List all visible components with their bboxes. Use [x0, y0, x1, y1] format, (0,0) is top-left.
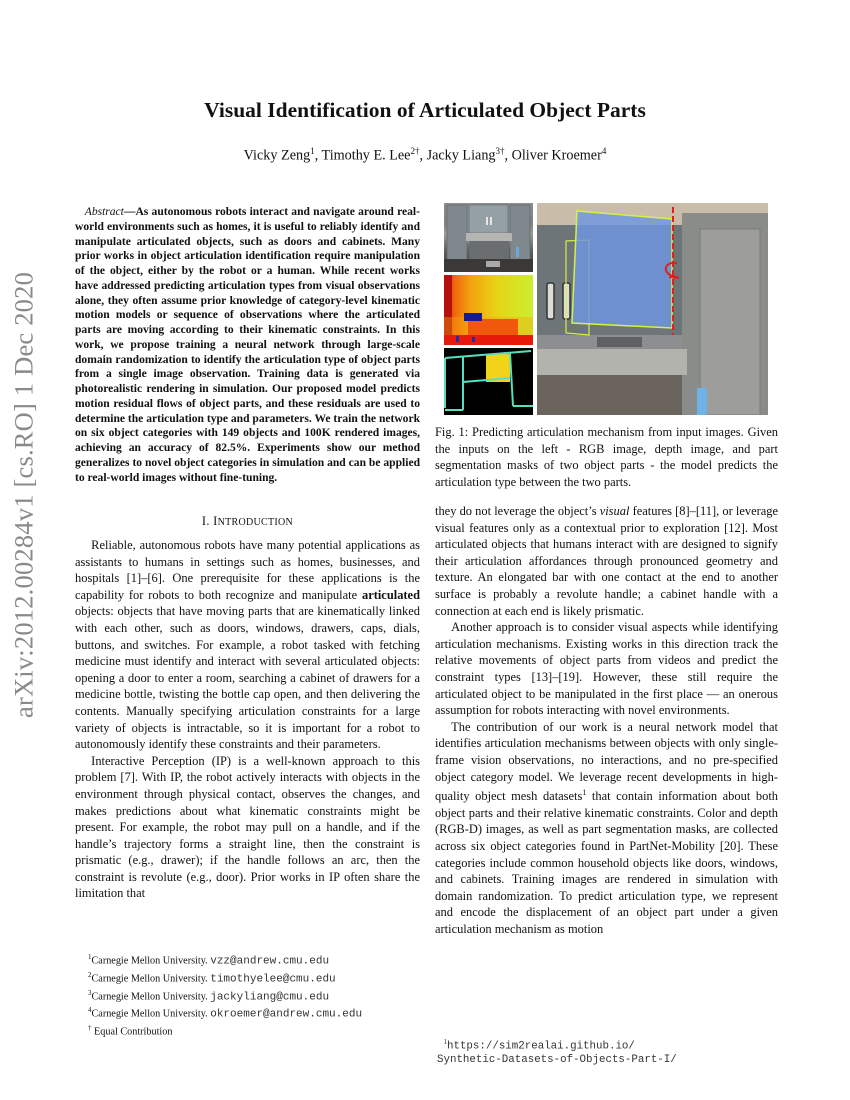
- author-list: Vicky Zeng$^1$, Timothy E. Lee$^{2\dagger}$, Jacky Liang$^{3\dagger}$, Oliver Kroemer$^4$: [243, 146, 607, 164]
- abstract-label: Abstract: [84, 206, 124, 218]
- arxiv-identifier-text: arXiv:2012.00284v1 [cs.RO] 1 Dec 2020: [8, 271, 39, 719]
- depth-map: [444, 275, 533, 345]
- section-number: I.: [201, 514, 210, 528]
- section-title-initial: I: [213, 514, 218, 528]
- figure-1-caption: Fig. 1: Predicting articulation mechanism from input images. Given the inputs on the left - RGB image, depth image, and part segmentation masks of two object parts - the model predicts the articulation type between the two parts.: [435, 425, 778, 489]
- paragraph-text: objects: objects that have moving parts that are kinematically linked with each other, such as doors, windows, drawers, caps, dials, buttons, and switches. For example, a robot tasked with fetching medicine must identify and interact with several articulated objects: opening a door to enter a room, searching a cabinet of drawers for a medicine bottle, twisting the bottle cap open, and then delivering the contents. Manually specifying articulation constraints for a large variety of objects is intractable, so it is important for a robot to autonomously identify these constraints and their parameters.: [75, 604, 420, 752]
- footnote-mark: 2: [88, 970, 92, 979]
- paragraph-text: Reliable, autonomous robots have many potential applications as assistants to humans in settings such as homes, businesses, and hospitals [1]–[6]. One prerequisite for these applications is the capability for robots to both recognize and manipulate: [75, 538, 420, 602]
- abstract: [75, 205, 420, 485]
- footnote: [88, 1004, 362, 1022]
- author-name: Jacky Liang: [426, 147, 496, 164]
- footnote-email: timothyelee@cmu.edu: [210, 973, 336, 986]
- abstract-text: As autonomous robots interact and navigate around real-world environments such as homes, it is useful to reliably identify and manipulate articulated objects, such as doors and cabinets. Many prior works in object articulation identification require manipulation of the object, either by the robot or a human. While recent works have addressed predicting articulation types from visual observations alone, they often assume prior knowledge of category-level kinematic motion models or sequence of observations where the articulated parts are moving according to their kinematic constraints. In this work, we propose training a neural network through large-scale domain randomization to identify the articulation type of object parts from a single image observation. Training data is generated via photorealistic rendering in simulation. Our proposed model predicts motion residual flows of object parts, and these residuals are used to determine the articulation type and parameters. We train the network on six object categories with 149 objects and 100K rendered images, achieving an accuracy of 82.5%. Experiments show our method generalizes to novel object categories in simulation and can be applied to real-world images without fine-tuning.: [75, 206, 420, 484]
- author-affiliation-mark: 3†: [495, 146, 505, 156]
- paper-title: Visual Identification of Articulated Object Parts: [204, 98, 646, 122]
- paragraph: [75, 537, 420, 753]
- paragraph-text: they do not leverage the object’s: [435, 504, 600, 518]
- cabinet-door-articulation-overlay: [537, 203, 768, 415]
- footnote-mark: 3: [88, 988, 92, 997]
- author-name: Oliver Kroemer: [511, 147, 602, 164]
- left-column-body: [75, 537, 420, 902]
- right-column-body: [435, 503, 778, 938]
- footnote-mark: 4: [88, 1006, 92, 1015]
- part-segmentation-mask: [444, 348, 533, 415]
- footnote-url-line-1: [437, 1036, 677, 1054]
- figure-1: [444, 203, 768, 415]
- footnote-affiliation: Carnegie Mellon University.: [91, 955, 208, 967]
- footnote-url-line-2: Synthetic-Datasets-of-Objects-Part-I/: [437, 1054, 677, 1066]
- articulation-prediction-panel: [537, 203, 768, 415]
- author-affiliation-mark: 4: [601, 146, 607, 156]
- rgb-image-panel: [444, 203, 533, 272]
- bold-term: articulated: [361, 587, 420, 602]
- footnote: [88, 1022, 362, 1039]
- author-affiliation-mark: 2†: [410, 146, 420, 156]
- footnote-affiliation: Carnegie Mellon University.: [91, 973, 208, 985]
- paragraph: [435, 719, 778, 938]
- footnote-mark: †: [88, 1024, 92, 1033]
- footnote-mark: 1: [443, 1038, 447, 1046]
- depth-image-panel: [444, 275, 533, 345]
- author-name: Vicky Zeng: [243, 147, 311, 164]
- footnote-email: jackyliang@cmu.edu: [210, 990, 330, 1003]
- footnote-url: [437, 1036, 677, 1067]
- footnote-mark: 1: [88, 953, 92, 961]
- footnote-email: okroemer@andrew.cmu.edu: [210, 1008, 363, 1021]
- paragraph: Interactive Perception (IP) is a well-known approach to this problem [7]. With IP, the robot actively interacts with objects in the environment through physical contact, observes the changes, and makes predictions about what kinematic constraints might be present. For example, the robot may pull on a handle, and if the handle’s trajectory forms a straight line, then the constraint is prismatic (e.g., drawer); if the handle follows an arc, then the constraint is revolute (e.g., door). Prior works in IP often share the limitation that: [75, 753, 420, 901]
- segmentation-mask-panel: [444, 348, 533, 415]
- paragraph-text: The contribution of our work is a neural network model that identifies articulation mechanisms between objects with only single-frame vision observations, no interactions, and no pre-specified object category model. We leverage recent developments in high-quality object mesh datasets: [435, 719, 778, 804]
- footnote-url-text: https://sim2realai.github.io/: [446, 1040, 635, 1053]
- footnote-email: vzz@andrew.cmu.edu: [210, 955, 330, 968]
- section-title-rest: NTRODUCTION: [217, 517, 294, 528]
- footnote: [88, 987, 362, 1005]
- paragraph-text: features [8]–[11], or leverage visual features only as a contextual prior to exploration [12]. Most articulated objects that humans interact with are designed to signify their articulation affordances through pronounced geometry and texture. An elongated bar with one contact at the end to another surface is probably a revolute handle; a cabinet handle with a connection at each end is likely prismatic.: [435, 504, 778, 618]
- footnote: [88, 969, 362, 987]
- footnote-affiliation: Carnegie Mellon University.: [91, 990, 208, 1002]
- footnote-affiliation: Carnegie Mellon University.: [91, 1008, 208, 1020]
- footnote-affiliation: Equal Contribution: [94, 1026, 173, 1038]
- paragraph: [435, 503, 778, 619]
- author-affiliation-mark: 1: [310, 146, 315, 156]
- italic-term: visual: [599, 504, 630, 518]
- footnote-reference: 1: [582, 788, 587, 798]
- section-heading-introduction: [75, 514, 420, 529]
- footnotes-affiliations: [88, 951, 362, 1039]
- kitchen-cabinet-photo: [444, 203, 533, 272]
- author-name: Timothy E. Lee: [321, 147, 411, 164]
- footnote: [88, 951, 362, 969]
- abstract-dash: —: [123, 206, 136, 218]
- paragraph: Another approach is to consider visual aspects while identifying articulation mechanisms. Existing works in this direction track the relative movements of object parts from videos and predict the constraint types [13]–[19]. However, these still require the articulated object to be manipulated in the first place — an onerous assumption for robots interacting with novel environments.: [435, 620, 778, 718]
- paragraph-text: that contain information about both object parts and their relative kinematic constraints. Color and depth (RGB-D) images, as well as part segmentation masks, are collected across six object categories found in PartNet-Mobility [20]. These categories include common household objects like doors, windows, and cabinets. Training images are rendered in simulation with domain randomization. To predict articulation type, we represent and encode the displacement of an object part under a given articulation mechanism as motion: [435, 789, 778, 936]
- arxiv-identifier-stamp: [4, 271, 44, 719]
